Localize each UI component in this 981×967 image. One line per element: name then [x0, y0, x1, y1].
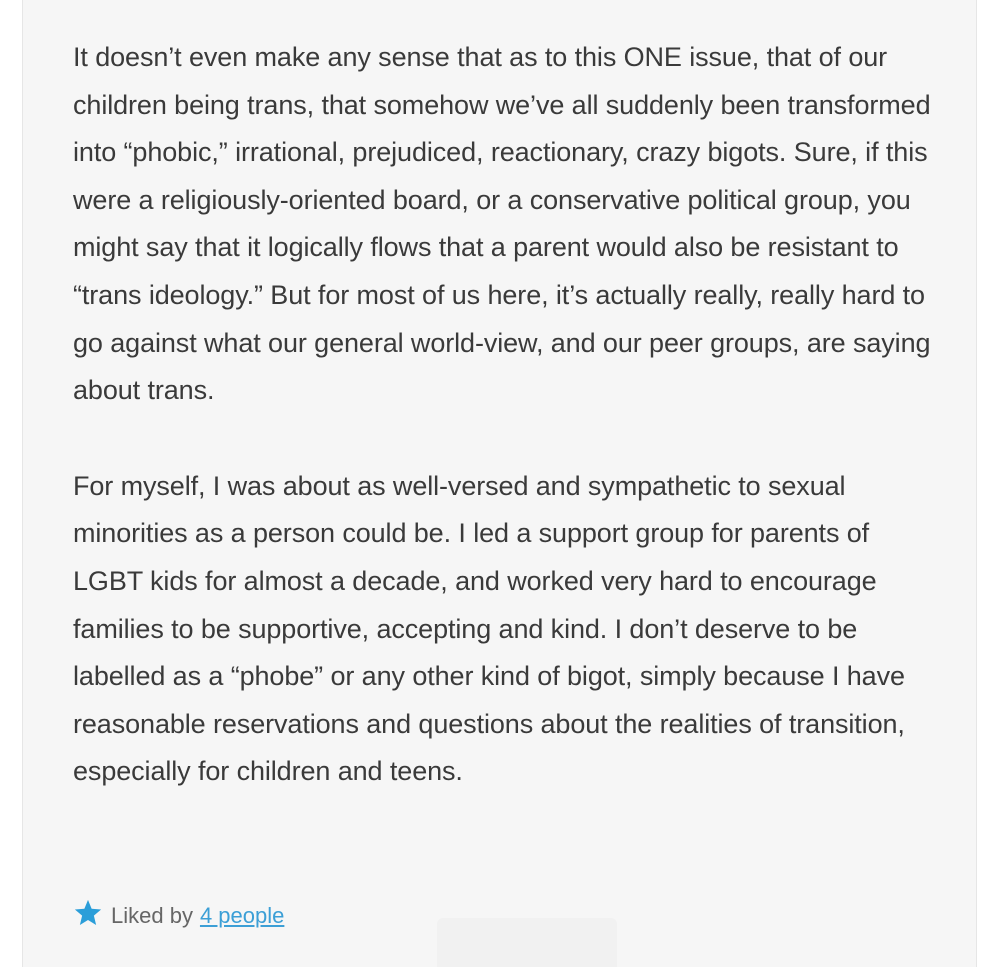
likes-people-link[interactable]: 4 people [199, 903, 285, 928]
liked-by-label: Liked by [111, 903, 193, 928]
comment-panel [22, 0, 977, 967]
star-icon [73, 898, 103, 928]
likes-row [73, 896, 284, 936]
comment-paragraph-2: For myself, I was about as well-versed and sympathetic to sexual minorities as a person could be. I led a support group for parents of LGBT kids for almost a decade, and worked very hard to encourage families to be supportive, accepting and kind. I don’t deserve to be labelled as a “phobe” or any other kind of bigot, simply because I have reasonable reservations and questions about the realities of transition, especially for children and teens. [73, 470, 905, 787]
comment-paragraph-1: It doesn’t even make any sense that as to this ONE issue, that of our children being trans, that somehow we’ve all suddenly been transformed into “phobic,” irrational, prejudiced, reactionary, crazy bigots. Sure, if this were a religiously-oriented board, or a conservative political group, you might say that it logically flows that a parent would also be resistant to “trans ideology.” But for most of us here, it’s actually really, really hard to go against what our general world-view, and our peer groups, are saying about trans. [73, 42, 931, 406]
comment-body [73, 34, 933, 844]
footer-tab [437, 918, 617, 967]
